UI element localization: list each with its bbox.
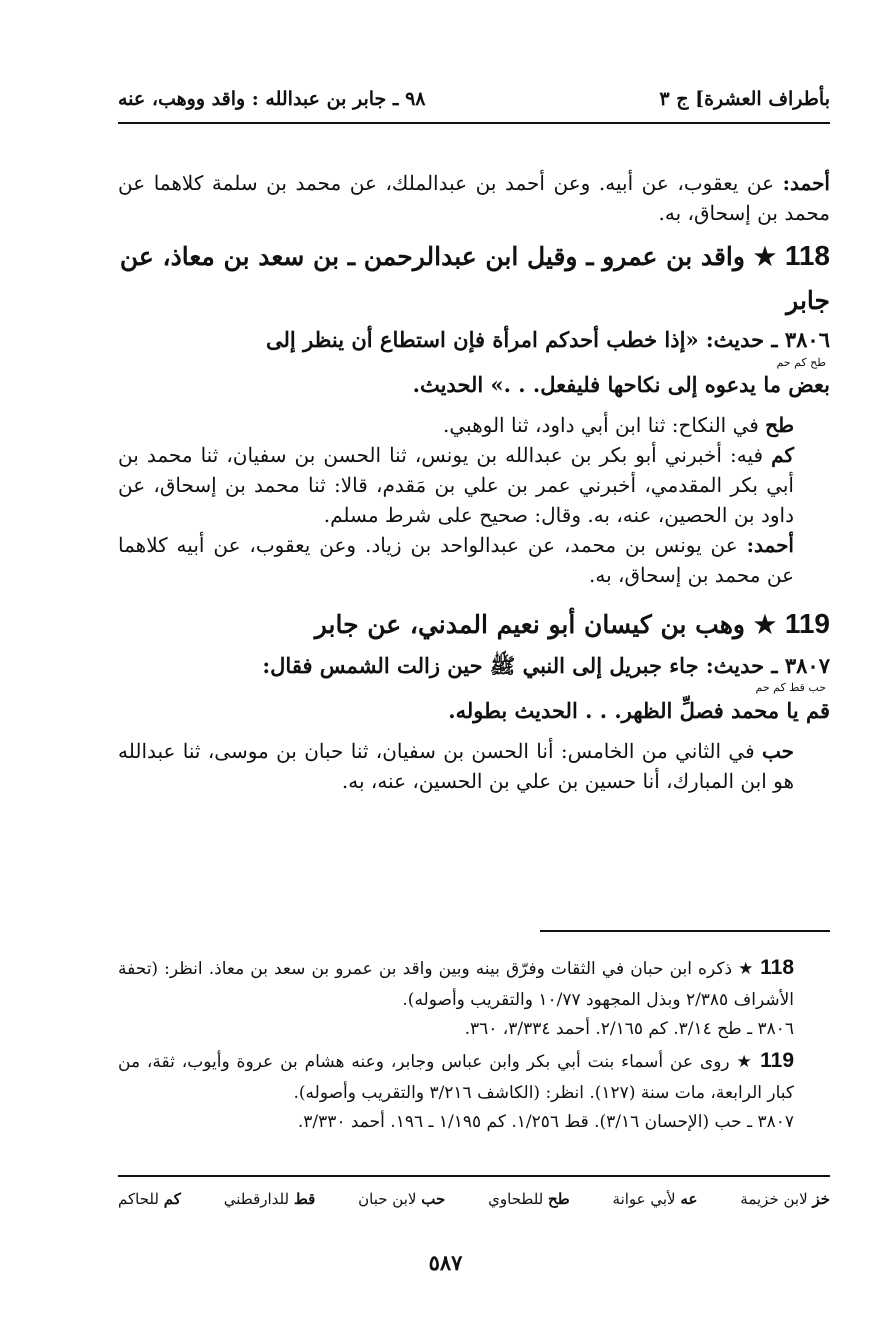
abbreviations-divider <box>118 1175 830 1177</box>
hadith-line: قم يا محمد فصلِّ الظهر. . . الحديث بطوله. <box>448 697 830 723</box>
footnote-number: 119 <box>760 1049 795 1073</box>
entry-number: 118 <box>784 240 830 271</box>
narrator-entry-119 <box>118 600 830 648</box>
hadith-line: بعض ما يدعوه إلى نكاحها فليفعل. . .» الحديث. <box>412 371 830 397</box>
footnote-text: روى عن أسماء بنت أبي بكر وابن عباس وجابر، وعنه هشام بن عروة وأيوب، ثقة، من كبار الرابعة، مات سنة (١٢٧). انظر: (الكاشف ٣/٢١٦ والتقريب وأصوله). <box>118 1052 794 1104</box>
source-lead: حب <box>762 739 795 764</box>
source-lead: أحمد: <box>746 533 794 558</box>
running-header <box>118 86 830 124</box>
header-book-title: بأطراف العشرة] ج ٣ <box>659 88 830 110</box>
footnote-3806: ٣٨٠٦ ـ طح ٣/١٤. كم ٢/١٦٥. أحمد ٣/٣٣٤، ٣٦٠. <box>464 1018 794 1039</box>
abbreviations-key <box>118 1190 830 1208</box>
source-hakim <box>118 440 830 530</box>
footnote-number: 118 <box>760 956 795 979</box>
source-lead: كم <box>771 443 795 468</box>
hadith-line: ٣٨٠٦ ـ حديث: «إذا خطب أحدكم امرأة فإن استطاع أن ينظر إلى <box>266 327 830 353</box>
paragraph-ahmad-intro <box>118 168 830 228</box>
source-text: في الثاني من الخامس: أنا الحسن بن سفيان، ثنا حبان بن موسى، ثنا عبدالله هو ابن المبارك، أنا حسين بن علي بن الحسين، عنه، به. <box>118 739 794 794</box>
narrator-name: وهب بن كيسان أبو نعيم المدني، عن جابر <box>314 610 745 640</box>
hadith-3806 <box>118 324 830 400</box>
source-lead: أحمد: <box>782 171 830 195</box>
abbreviation-item: كم للحاكم <box>118 1190 181 1208</box>
footnote-118 <box>118 950 830 1015</box>
star-icon: ★ <box>738 959 755 979</box>
page-number: ٥٨٧ <box>428 1250 463 1275</box>
star-icon: ★ <box>736 1052 754 1073</box>
hadith-line: ٣٨٠٧ ـ حديث: جاء جبريل إلى النبي ﷺ حين زالت الشمس فقال: <box>262 652 830 678</box>
source-ibn-hibban <box>118 736 830 796</box>
abbreviation-item: عه لأبي عوانة <box>612 1190 698 1208</box>
hadith-3807 <box>118 650 830 726</box>
hadith-sigla: حب قط كم حم <box>755 681 826 695</box>
footnote-3807: ٣٨٠٧ ـ حب (الإحسان ٣/١٦). قط ١/٢٥٦. كم ١/١٩٥ ـ ١٩٦. أحمد ٣/٣٣٠. <box>297 1112 794 1133</box>
abbreviation-item: طح للطحاوي <box>488 1190 570 1208</box>
star-icon: ★ <box>753 242 777 271</box>
narrator-entry-118 <box>118 232 830 322</box>
footnotes <box>118 950 830 1137</box>
source-ahmad <box>118 530 830 590</box>
main-text <box>118 168 830 796</box>
abbreviation-item: قط للدارقطني <box>223 1190 316 1208</box>
source-lead: طح <box>765 413 794 438</box>
star-icon: ★ <box>753 610 777 640</box>
hadith-sigla: طح كم حم <box>776 355 826 369</box>
narrator-name: واقد بن عمرو ـ وقيل ابن عبدالرحمن ـ بن سعد بن معاذ، عن جابر <box>119 242 830 315</box>
abbreviation-item: خز لابن خزيمة <box>740 1190 830 1208</box>
footnote-119 <box>118 1043 830 1108</box>
entry-number: 119 <box>784 608 830 640</box>
source-tahawi <box>118 410 830 440</box>
header-section-title: ٩٨ ـ جابر بن عبدالله : واقد ووهب، عنه <box>118 88 426 110</box>
abbreviation-item: حب لابن حبان <box>358 1190 446 1208</box>
source-text: في النكاح: ثنا ابن أبي داود، ثنا الوهبي. <box>443 413 759 438</box>
footnote-text: ذكره ابن حبان في الثقات وفرّق بينه وبين واقد بن عمرو بن سعد بن معاذ. انظر: (تحفة الأشراف ٢/٣٨٥ وبذل المجهود ١٠/٧٧ والتقريب وأصوله). <box>118 959 794 1010</box>
footnote-divider <box>540 930 830 932</box>
source-text: فيه: أخبرني أبو بكر بن عبدالله بن يونس، ثنا الحسن بن سفيان، ثنا محمد بن أبي بكر المقدمي، أخبرني عمر بن علي بن مَقدم، قالا: ثنا محمد بن إسحاق، عن داود بن الحصين، عنه، به. وقال: صحيح على شرط مسلم. <box>118 443 794 528</box>
source-text: عن يعقوب، عن أبيه. وعن أحمد بن عبدالملك، عن محمد بن سلمة كلاهما عن محمد بن إسحاق، به. <box>118 171 830 225</box>
source-text: عن يونس بن محمد، عن عبدالواحد بن زياد. وعن يعقوب، عن أبيه كلاهما عن محمد بن إسحاق، به. <box>118 533 794 588</box>
